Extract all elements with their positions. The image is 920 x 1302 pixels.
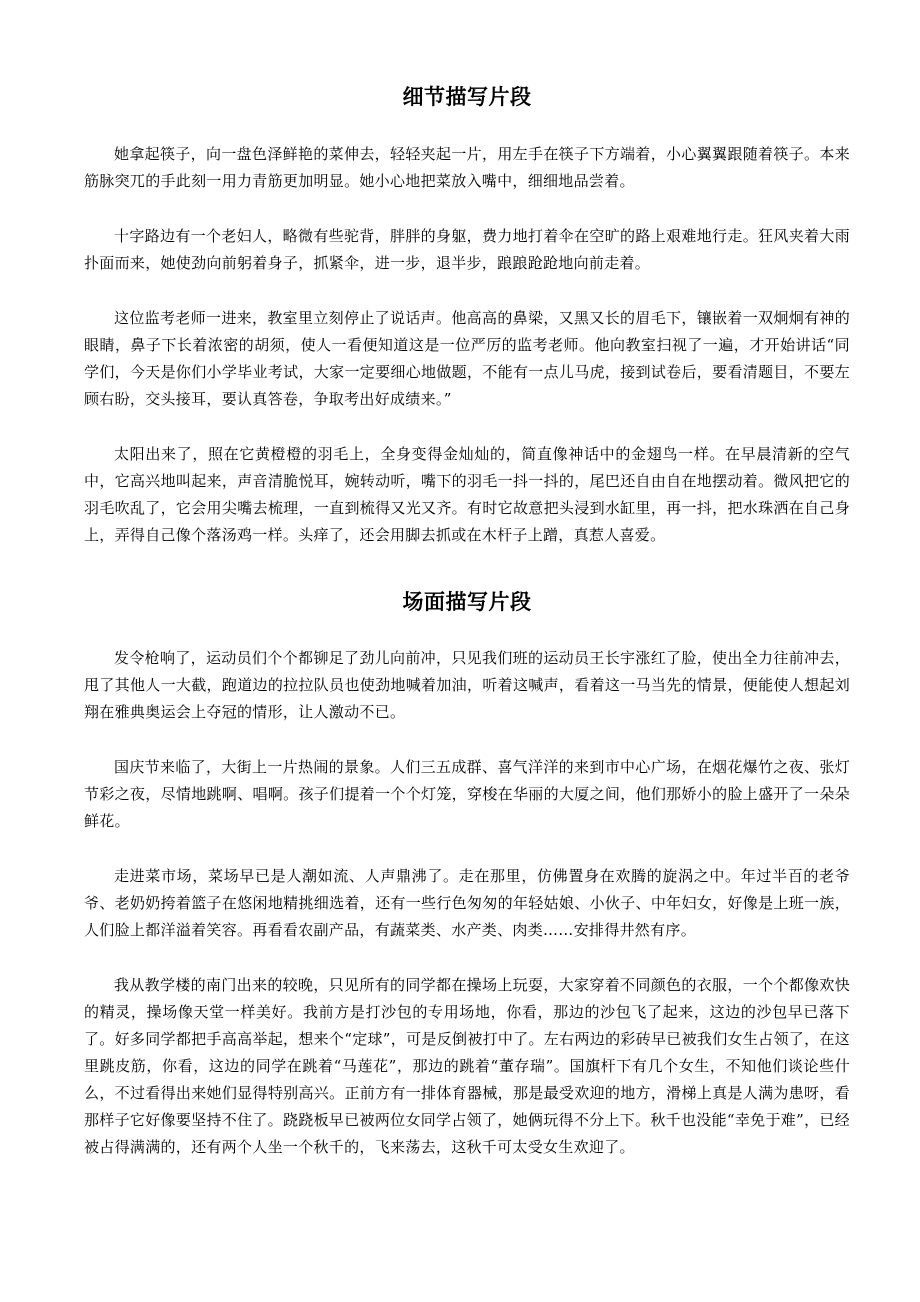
section-title-scene: 场面描写片段 <box>402 589 532 614</box>
paragraph: 她拿起筷子，向一盘色泽鲜艳的菜伸去，轻轻夹起一片，用左手在筷子下方端着，小心翼翼跟随着筷子。本来筋脉突兀的手此刻一用力青筋更加明显。她小心地把菜放入嘴中，细细地品尝着。 <box>84 145 850 190</box>
section-title-detail: 细节描写片段 <box>402 84 532 109</box>
paragraph: 我从教学楼的南门出来的较晚，只见所有的同学都在操场上玩耍，大家穿着不同颜色的衣服，一个个都像欢快的精灵，操场像天堂一样美好。我前方是打沙包的专用场地，你看，那边的沙包飞了起来，这边的沙包早已落下了。好多同学都把手高高举起，想来个“定球”，可是反倒被打中了。左右两边的彩砖早已被我们女生占领了，在这里跳皮筋，你看，这边的同学在跳着“马莲花”，那边的跳着“董存瑞”。国旗杆下有几个女生，不知他们谈论些什么，不过看得出来她们显得特别高兴。正前方有一排体育器械，那是最受欢迎的地方，滑梯上真是人满为患呀，看那样子它好像要坚持不住了。跷跷板早已被两位女同学占领了，她俩玩得不分上下。秋千也没能“幸免于难”，已经被占得满满的，还有两个人坐一个秋千的，飞来荡去，这秋千可太受女生欢迎了。 <box>84 976 850 1156</box>
paragraph: 国庆节来临了，大街上一片热闹的景象。人们三五成群、喜气洋洋的来到市中心广场，在烟花爆竹之夜、张灯节彩之夜，尽情地跳啊、唱啊。孩子们提着一个个灯笼，穿梭在华丽的大厦之间，他们那娇小的脸上盛开了一朵朵鲜花。 <box>84 758 850 830</box>
paragraph: 太阳出来了，照在它黄橙橙的羽毛上，全身变得金灿灿的，简直像神话中的金翅鸟一样。在早晨清新的空气中，它高兴地叫起来，声音清脆悦耳，婉转动听，嘴下的羽毛一抖一抖的，尾巴还自由自在地摆动着。微风把它的羽毛吹乱了，它会用尖嘴去梳理，一直到梳得又光又齐。有时它故意把头浸到水缸里，再一抖，把水珠洒在自己身上，弄得自己像个落汤鸡一样。头痒了，还会用脚去抓或在木杆子上蹭，真惹人喜爱。 <box>84 445 850 544</box>
paragraph: 发令枪响了，运动员们个个都铆足了劲儿向前冲，只见我们班的运动员王长宇涨红了脸，使出全力往前冲去，甩了其他人一大截，跑道边的拉拉队员也使劲地喊着加油，听着这喊声，看着这一马当先的情景，便能使人想起刘翔在雅典奥运会上夺冠的情形，让人激动不已。 <box>84 649 850 721</box>
paragraph: 这位监考老师一进来，教室里立刻停止了说话声。他高高的鼻梁，又黑又长的眉毛下，镶嵌着一双炯炯有神的眼睛，鼻子下长着浓密的胡须，使人一看便知道这是一位严厉的监考老师。他向教室扫视了一遍，才开始讲话“同学们，今天是你们小学毕业考试，大家一定要细心地做题，不能有一点儿马虎，接到试卷后，要看清题目，不要左顾右盼，交头接耳，要认真答卷，争取考出好成绩来。” <box>84 309 850 408</box>
paragraph: 十字路边有一个老妇人，略微有些驼背，胖胖的身躯，费力地打着伞在空旷的路上艰难地行走。狂风夹着大雨扑面而来，她使劲向前躬着身子，抓紧伞，进一步，退半步，踉踉跄跄地向前走着。 <box>84 227 850 272</box>
paragraph: 走进菜市场，菜场早已是人潮如流、人声鼎沸了。走在那里，仿佛置身在欢腾的旋涡之中。年过半百的老爷爷、老奶奶挎着篮子在悠闲地精挑细选着，还有一些行色匆匆的年轻姑娘、小伙子、中年妇女，好像是上班一族，人们脸上都洋溢着笑容。再看看农副产品，有蔬菜类、水产类、肉类……安排得井然有序。 <box>84 867 850 939</box>
